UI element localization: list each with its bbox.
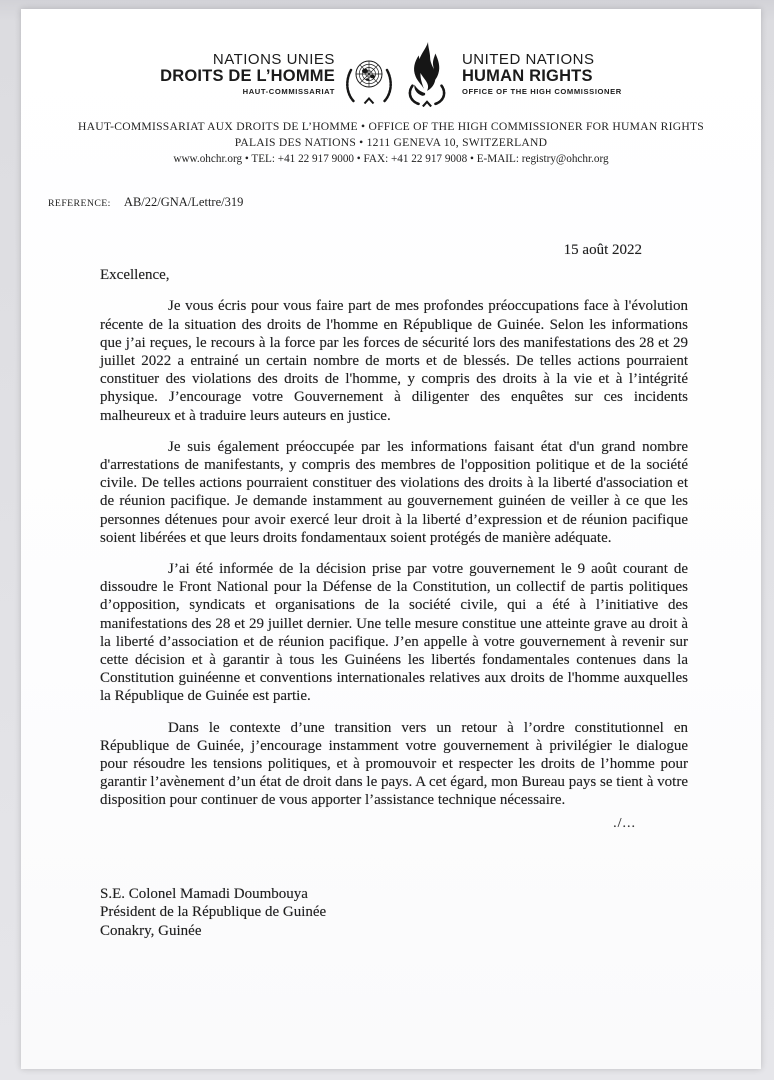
- letter-page: [21, 9, 761, 1069]
- letterhead: [21, 41, 761, 107]
- letterhead-fr-line3: HAUT-COMMISSARIAT: [242, 86, 335, 96]
- recipient-block: [100, 885, 761, 941]
- reference-value: AB/22/GNA/Lettre/319: [123, 195, 244, 209]
- reference-label: REFERENCE:: [48, 198, 111, 209]
- letter-date: 15 août 2022: [563, 242, 642, 258]
- letterhead-en-line1: UNITED NATIONS: [461, 50, 595, 68]
- letterhead-en-line3: OFFICE OF THE HIGH COMMISSIONER: [461, 86, 622, 96]
- paragraph-3: J’ai été informée de la décision prise par votre gouvernement le 9 août courant de dissoudre le Front National pour la Défense de la Constitution, un collectif de partis politiques d’opposition, syndicats et organisations de la société civile, qui a été à l’initiative des manifestations des 28 et 29 juillet dernier. Une telle mesure constitue une atteinte grave au droit à la liberté d’association et de réunion pacifique. J’en appelle à votre gouvernement à revenir sur cette décision et à garantir à tous les Guinéens les libertés fondamentales contenues dans la Constitution guinéenne et conventions internationales relatives aux droits de l'homme auxquelles la République de Guinée est partie.: [100, 561, 688, 705]
- letterhead-english-block: [462, 52, 622, 96]
- paragraph-1: Je vous écris pour vous faire part de mes profondes préoccupations face à l'évolution récente de la situation des droits de l'homme en République de Guinée. Selon les informations que j’ai reçues, le recours à la force par les forces de sécurité lors des manifestations des 28 et 29 juillet 2022 a entrainé un certain nombre de morts et de blessés. De telles actions pourraient constituer des violations des droits de l'homme, y compris des droits à la vie et à l’intégrité physique. J’encourage votre Gouvernement à diligenter des enquêtes sur ces incidents malheureux et à traduire leurs auteurs en justice.: [100, 298, 688, 424]
- recipient-title: Président de la République de Guinée: [100, 904, 327, 921]
- address-line-1: HAUT-COMMISSARIAT AUX DROITS DE L’HOMME • OFFICE OF THE HIGH COMMISSIONER FOR HUMAN RIGHTS: [78, 120, 704, 133]
- letter-body: [100, 241, 688, 833]
- page-continuation-mark: ./...: [613, 815, 636, 831]
- letterhead-fr-line1: NATIONS UNIES: [212, 50, 335, 68]
- salutation: Excellence,: [100, 267, 170, 284]
- ohchr-flame-icon: [401, 41, 453, 107]
- un-emblem-icon: [344, 52, 394, 107]
- letterhead-french-block: [160, 52, 335, 96]
- paragraph-2: Je suis également préoccupée par les informations faisant état d'un grand nombre d'arrestations de manifestants, y compris des membres de l'opposition politique et de la société civile. De telles actions pourraient constituer des violations des droits à la liberté d'association et de réunion pacifique. Je demande instamment au gouvernement guinéen de veiller à ce que les personnes détenues pour avoir exercé leur droit à la liberté d’expression et de réunion pacifique soient libérées et que leurs droits fondamentaux soient protégés de manière adéquate.: [100, 438, 688, 546]
- recipient-city: Conakry, Guinée: [100, 922, 202, 939]
- contact-line: www.ohchr.org • TEL: +41 22 917 9000 • FAX: +41 22 917 9008 • E-MAIL: registry@ohchr.org: [173, 153, 609, 165]
- letterhead-fr-line2: DROITS DE L’HOMME: [160, 67, 335, 86]
- letterhead-en-line2: HUMAN RIGHTS: [461, 67, 593, 86]
- reference-row: [48, 195, 761, 210]
- address-line-2: PALAIS DES NATIONS • 1211 GENEVA 10, SWITZERLAND: [234, 136, 548, 149]
- office-address: [21, 120, 761, 165]
- paragraph-4: Dans le contexte d’une transition vers un retour à l’ordre constitutionnel en République de Guinée, j’encourage instamment votre gouvernement à privilégier le dialogue pour résoudre les tensions politiques, et à promouvoir et respecter les droits de l’homme pour garantir l’avènement d’un état de droit dans le pays. A cet égard, mon Bureau pays se tient à votre disposition pour continuer de vous apporter l’assistance technique nécessaire.: [100, 719, 688, 809]
- letterhead-logos: [344, 41, 453, 107]
- recipient-name: S.E. Colonel Mamadi Doumbouya: [100, 885, 308, 902]
